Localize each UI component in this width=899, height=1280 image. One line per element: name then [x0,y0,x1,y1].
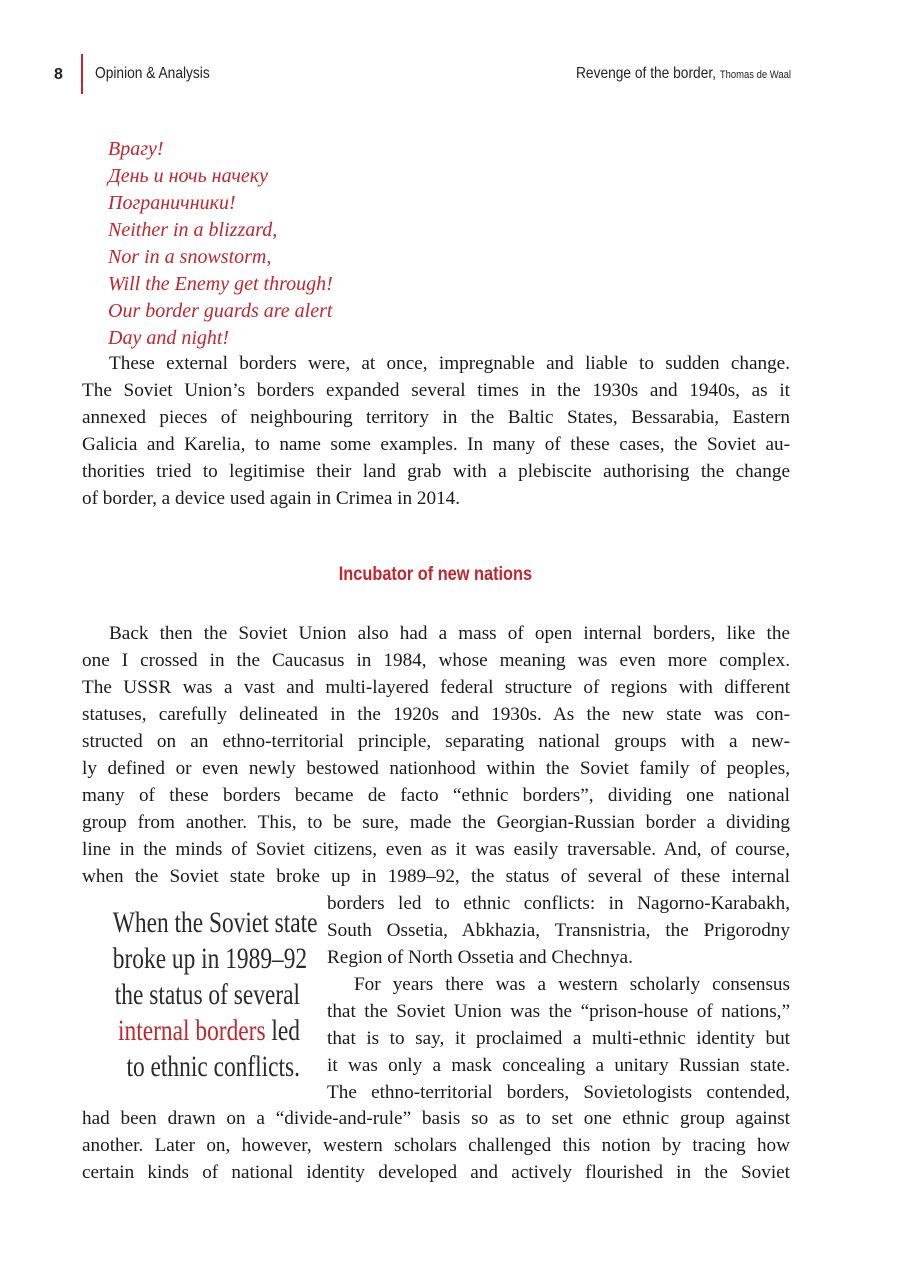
poem-line: Our border guards are alert [108,300,333,322]
pull-quote-line [113,1013,300,1049]
text-line: The ethno-territorial borders, Sovietologists contended, [327,1082,790,1103]
text-line: thorities tried to legitimise their land grab with a plebiscite authorising the change [82,461,790,482]
pull-quote-line: When the Soviet state [112,906,318,939]
text-line: The USSR was a vast and multi-layered federal structure of regions with different [82,677,790,698]
body-paragraph [327,890,790,971]
pull-quote [60,905,318,1085]
poem-line: Neither in a blizzard, [108,219,278,241]
text-line: group from another. This, to be sure, made the Georgian-Russian border a dividing [82,812,790,833]
body-paragraph [327,971,790,1106]
text-line: These external borders were, at once, impregnable and liable to sudden change. [109,353,790,374]
poem-line: День и ночь начеку [108,165,268,187]
article-title: Revenge of the border, [576,65,717,82]
text-line: annexed pieces of neighbouring territory in the Baltic States, Bessarabia, Eastern [82,407,790,428]
text-line: many of these borders became de facto “ethnic borders”, dividing one national [82,785,790,806]
pull-quote-line: broke up in 1989–92 [112,942,308,975]
text-line: certain kinds of national identity developed and actively flourished in the Soviet [82,1162,790,1183]
text-line: Back then the Soviet Union also had a mass of open internal borders, like the [109,623,790,644]
body-paragraph [82,350,790,512]
text-line: line in the minds of Soviet citizens, even as it was easily traversable. And, of course, [82,839,790,860]
author-name: Thomas de Waal [719,69,791,81]
text-line: ly defined or even newly bestowed nationhood within the Soviet family of peoples, [82,758,790,779]
page-number: 8 [54,66,63,83]
text-line: Galicia and Karelia, to name some examples. In many of these cases, the Soviet au- [82,434,790,455]
text-line: borders led to ethnic conflicts: in Nagorno-Karabakh, [327,893,790,914]
text-line: structed on an ethno-territorial principle, separating national groups with a new- [82,731,790,752]
pull-quote-line: to ethnic conflicts. [126,1050,300,1083]
body-paragraph [82,1105,790,1186]
text-line: The Soviet Union’s borders expanded several times in the 1930s and 1940s, as it [82,380,790,401]
running-title [576,65,791,83]
pull-quote-highlight: internal borders [118,1014,266,1047]
text-line: Region of North Ossetia and Chechnya. [327,947,633,968]
body-paragraph [82,620,790,890]
poem-excerpt [108,136,333,352]
header-divider [81,54,83,94]
poem-line: Пограничники! [108,192,236,214]
pull-quote-text: led [265,1014,300,1047]
pull-quote-line: the status of several [114,978,300,1011]
text-line: South Ossetia, Abkhazia, Transnistria, the Prigorodny [327,920,790,941]
text-line: statuses, carefully delineated in the 1920s and 1930s. As the new state was con- [82,704,790,725]
text-line: of border, a device used again in Crimea in 2014. [82,488,461,509]
text-line: had been drawn on a “divide-and-rule” basis so as to set one ethnic group against [82,1108,790,1129]
text-line: For years there was a western scholarly consensus [354,974,790,995]
section-name: Opinion & Analysis [95,65,210,82]
section-subheading: Incubator of new nations [338,564,533,585]
text-line: it was only a mask concealing a unitary Russian state. [327,1055,790,1076]
page-header [0,50,899,94]
text-line: another. Later on, however, western scholars challenged this notion by tracing how [82,1135,790,1156]
poem-line: Врагу! [108,138,164,160]
text-line: when the Soviet state broke up in 1989–92, the status of several of these internal [82,866,790,887]
text-line: that the Soviet Union was the “prison-house of nations,” [327,1001,790,1022]
poem-line: Day and night! [108,327,230,349]
text-line: one I crossed in the Caucasus in 1984, whose meaning was even more complex. [82,650,790,671]
text-line: that is to say, it proclaimed a multi-ethnic identity but [327,1028,790,1049]
poem-line: Will the Enemy get through! [108,273,333,295]
poem-line: Nor in a snowstorm, [108,246,272,268]
